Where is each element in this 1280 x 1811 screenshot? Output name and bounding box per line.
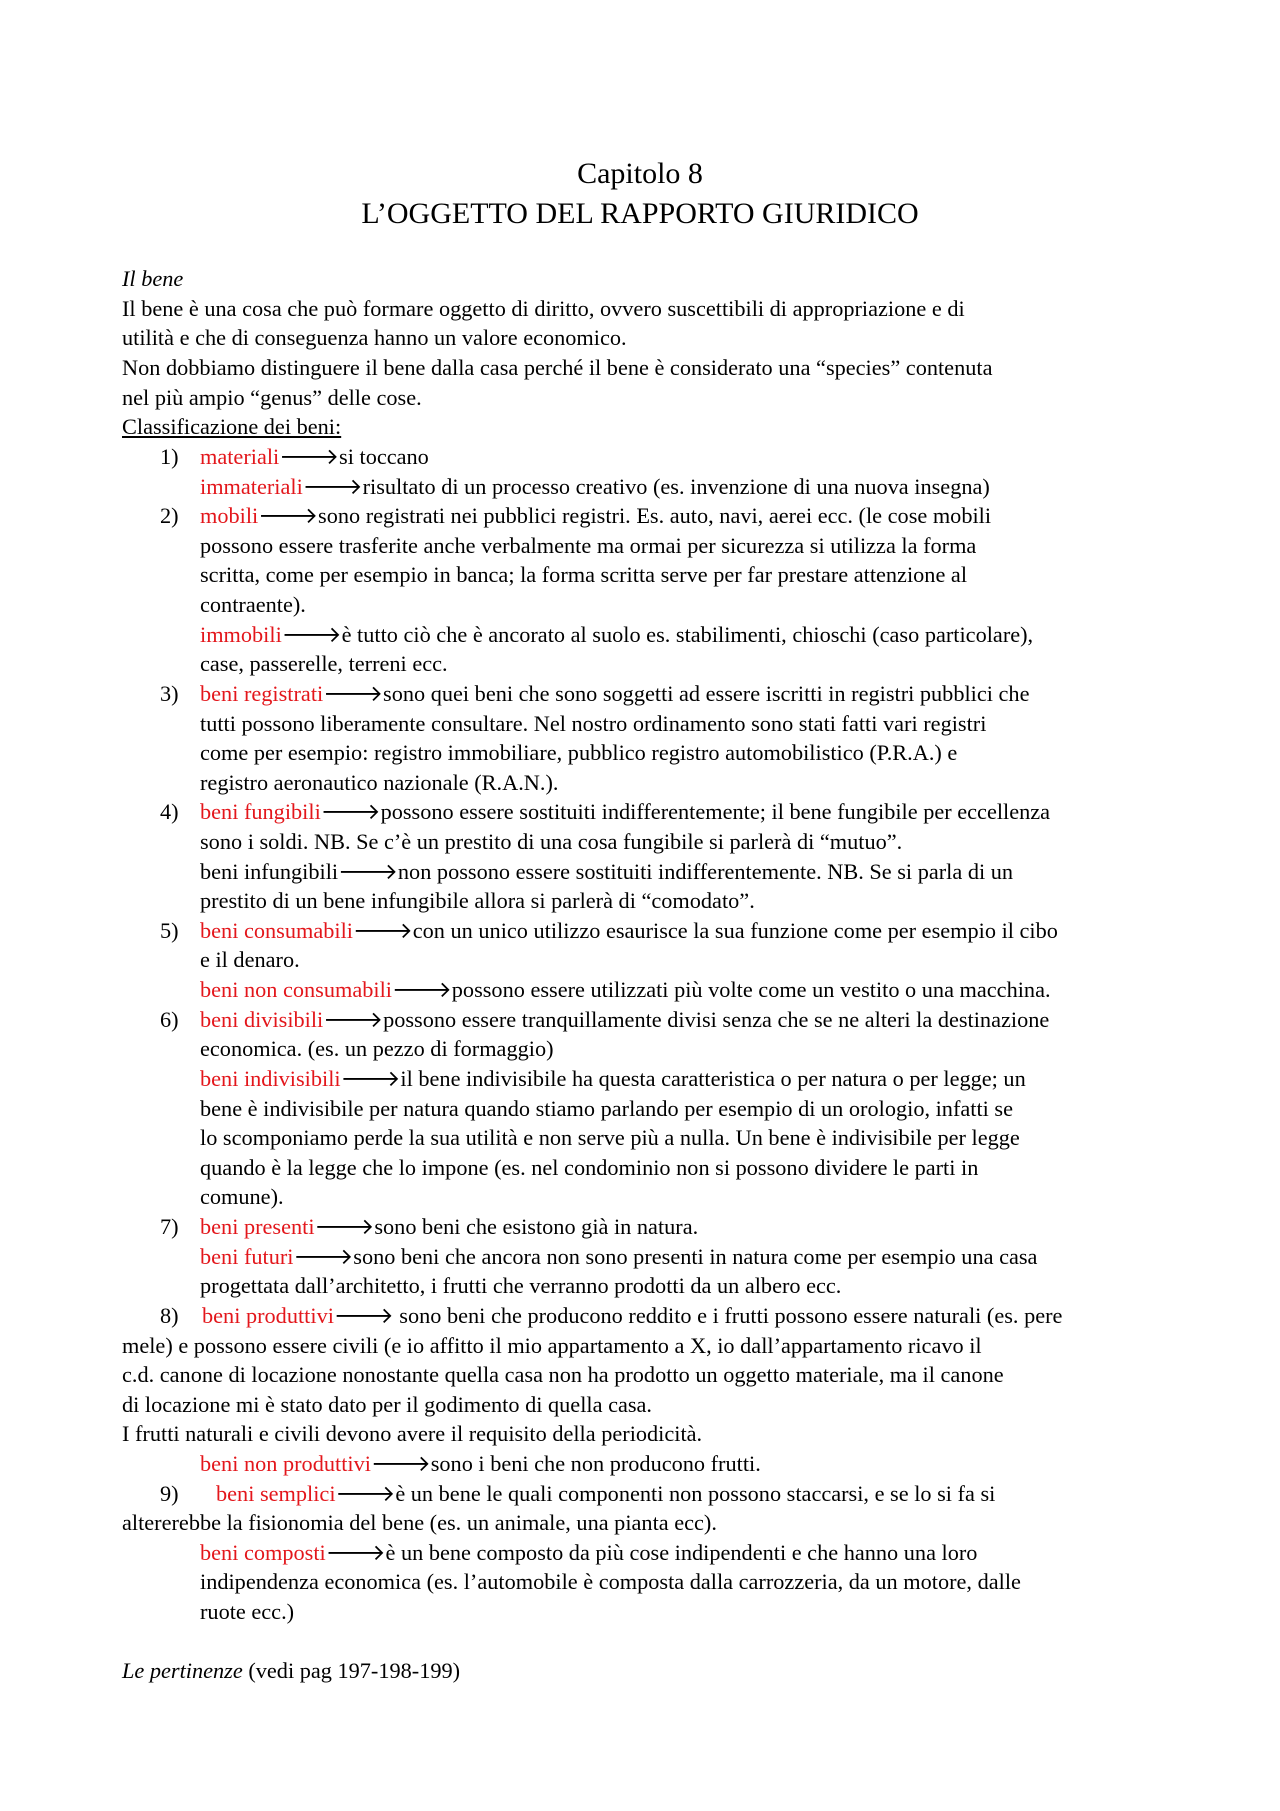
arrow-icon: 🡒 <box>333 1303 394 1328</box>
list-item <box>200 502 991 530</box>
list-item <box>200 443 429 471</box>
term: beni consumabili <box>200 918 353 943</box>
term: beni composti <box>200 1540 326 1565</box>
definition: con un unico utilizzo esaurisce la sua funzione come per esempio il cibo <box>412 918 1058 943</box>
arrow-icon: 🡒 <box>258 503 319 528</box>
definition-line: bene è indivisibile per natura quando stiamo parlando per esempio di un orologio, infatti se <box>200 1096 1014 1121</box>
definition-line: prestito di un bene infungibile allora si parlerà di “comodato”. <box>200 888 755 913</box>
definition-line: scritta, come per esempio in banca; la forma scritta serve per far prestare attenzione al <box>200 562 968 587</box>
section-heading-il-bene: Il bene <box>122 266 184 291</box>
list-number: 6) <box>160 1007 179 1032</box>
definition-line: contraente). <box>200 592 306 617</box>
definition: sono registrati nei pubblici registri. Es. auto, navi, aerei ecc. (le cose mobili <box>318 503 992 528</box>
definition-line: lo scomponiamo perde la sua utilità e non serve più a nulla. Un bene è indivisibile per legge <box>200 1125 1020 1150</box>
list-item <box>200 976 1051 1004</box>
list-number: 1) <box>160 444 179 469</box>
definition: sono beni che producono reddito e i frutti possono essere naturali (es. pere <box>393 1303 1063 1328</box>
definition: è tutto ciò che è ancorato al suolo es. stabilimenti, chioschi (caso particolare), <box>341 622 1034 647</box>
definition-line: c.d. canone di locazione nonostante quella casa non ha prodotto un oggetto materiale, ma il canone <box>122 1362 1004 1387</box>
arrow-icon: 🡒 <box>352 918 413 943</box>
list-item <box>200 680 1029 708</box>
arrow-icon: 🡒 <box>340 1066 401 1091</box>
definition: possono essere sostituiti indifferentemente; il bene fungibile per eccellenza <box>380 799 1051 824</box>
list-number: 7) <box>160 1214 179 1239</box>
definition-line: quando è la legge che lo impone (es. nel condominio non si possono dividere le parti in <box>200 1155 979 1180</box>
definition: è un bene composto da più cose indipendenti e che hanno una loro <box>385 1540 978 1565</box>
term: beni non produttivi <box>200 1451 371 1476</box>
term: immateriali <box>200 474 303 499</box>
arrow-icon: 🡒 <box>325 1540 386 1565</box>
list-item <box>216 1480 995 1508</box>
page-reference: (vedi pag 197-198-199) <box>242 1658 461 1683</box>
list-number: 5) <box>160 918 179 943</box>
list-item <box>200 858 1013 886</box>
term: mobili <box>200 503 259 528</box>
list-number: 9) <box>160 1481 179 1506</box>
term: beni registrati <box>200 681 324 706</box>
definition-line: ruote ecc.) <box>200 1599 295 1624</box>
definition-line: di locazione mi è stato dato per il godimento di quella casa. <box>122 1392 653 1417</box>
definition-line: indipendenza economica (es. l’automobile è composta dalla carrozzeria, da un motore, dalle <box>200 1569 1021 1594</box>
definition-line: registro aeronautico nazionale (R.A.N.). <box>200 770 559 795</box>
term: beni presenti <box>200 1214 315 1239</box>
definition-line: come per esempio: registro immobiliare, pubblico registro automobilistico (P.R.A.) e <box>200 740 958 765</box>
arrow-icon: 🡒 <box>302 474 363 499</box>
chapter-title: L’OGGETTO DEL RAPPORTO GIURIDICO <box>361 197 919 230</box>
definition-line: mele) e possono essere civili (e io affitto il mio appartamento a X, io dall’appartamento ricavo il <box>122 1333 982 1358</box>
term: beni produttivi <box>202 1303 334 1328</box>
definition-line: sono i soldi. NB. Se c’è un prestito di una cosa fungibile si parlerà di “mutuo”. <box>200 829 903 854</box>
list-item <box>200 1539 977 1567</box>
definition: sono i beni che non producono frutti. <box>430 1451 761 1476</box>
arrow-icon: 🡒 <box>320 799 381 824</box>
definition-line: economica. (es. un pezzo di formaggio) <box>200 1036 554 1061</box>
list-item <box>200 473 990 501</box>
definition: possono essere tranquillamente divisi senza che se ne alteri la destinazione <box>383 1007 1050 1032</box>
term: beni indivisibili <box>200 1066 341 1091</box>
definition: risultato di un processo creativo (es. invenzione di una nuova insegna) <box>362 474 990 499</box>
list-item <box>200 1450 761 1478</box>
arrow-icon: 🡒 <box>323 1007 384 1032</box>
list-item <box>200 1213 698 1241</box>
term: beni infungibili <box>200 859 339 884</box>
list-item <box>200 798 1050 826</box>
list-item <box>200 1243 1037 1271</box>
definition: non possono essere sostituiti indifferentemente. NB. Se si parla di un <box>397 859 1014 884</box>
definition-line: progettata dall’architetto, i frutti che verranno prodotti da un albero ecc. <box>200 1273 842 1298</box>
paragraph-line: Il bene è una cosa che può formare oggetto di diritto, ovvero suscettibili di appropriazione e di <box>122 296 965 321</box>
definition: il bene indivisibile ha questa caratteristica o per natura o per legge; un <box>400 1066 1026 1091</box>
list-number: 8) <box>160 1303 179 1328</box>
arrow-icon: 🡒 <box>370 1451 431 1476</box>
definition: sono beni che ancora non sono presenti in natura come per esempio una casa <box>353 1244 1038 1269</box>
term: beni fungibili <box>200 799 321 824</box>
arrow-icon: 🡒 <box>281 622 342 647</box>
chapter-number: Capitolo 8 <box>577 157 703 190</box>
arrow-icon: 🡒 <box>335 1481 396 1506</box>
classification-heading: Classificazione dei beni: <box>122 414 342 439</box>
paragraph-line: nel più ampio “genus” delle cose. <box>122 385 422 410</box>
arrow-icon: 🡒 <box>279 444 340 469</box>
list-item <box>200 621 1033 649</box>
section-pertinenze <box>122 1657 460 1685</box>
list-item <box>202 1302 1062 1330</box>
arrow-icon: 🡒 <box>293 1244 354 1269</box>
arrow-icon: 🡒 <box>314 1214 375 1239</box>
definition: possono essere utilizzati più volte come un vestito o una macchina. <box>451 977 1051 1002</box>
list-item <box>200 917 1058 945</box>
definition-line: e il denaro. <box>200 947 300 972</box>
list-item <box>200 1065 1026 1093</box>
term: beni futuri <box>200 1244 294 1269</box>
paragraph-line: Non dobbiamo distinguere il bene dalla casa perché il bene è considerato una “species” contenuta <box>122 355 993 380</box>
paragraph-line: I frutti naturali e civili devono avere il requisito della periodicità. <box>122 1421 703 1446</box>
arrow-icon: 🡒 <box>391 977 452 1002</box>
list-item <box>200 1006 1049 1034</box>
paragraph-line: utilità e che di conseguenza hanno un valore economico. <box>122 325 627 350</box>
definition-line: comune). <box>200 1184 284 1209</box>
definition-line: possono essere trasferite anche verbalmente ma ormai per sicurezza si utilizza la forma <box>200 533 977 558</box>
section-heading-pertinenze: Le pertinenze <box>122 1658 243 1683</box>
definition-line: tutti possono liberamente consultare. Nel nostro ordinamento sono stati fatti vari registri <box>200 711 987 736</box>
list-number: 3) <box>160 681 179 706</box>
arrow-icon: 🡒 <box>338 859 398 884</box>
definition-line: altererebbe la fisionomia del bene (es. un animale, una pianta ecc). <box>122 1510 717 1535</box>
definition: sono quei beni che sono soggetti ad essere iscritti in registri pubblici che <box>383 681 1030 706</box>
term: materiali <box>200 444 280 469</box>
term: beni divisibili <box>200 1007 324 1032</box>
list-number: 2) <box>160 503 179 528</box>
term: immobili <box>200 622 282 647</box>
arrow-icon: 🡒 <box>323 681 384 706</box>
term: beni semplici <box>216 1481 336 1506</box>
definition-line: case, passerelle, terreni ecc. <box>200 651 448 676</box>
term: beni non consumabili <box>200 977 392 1002</box>
definition: si toccano <box>339 444 429 469</box>
definition: sono beni che esistono già in natura. <box>374 1214 699 1239</box>
list-number: 4) <box>160 799 179 824</box>
definition: è un bene le quali componenti non possono staccarsi, e se lo si fa si <box>395 1481 996 1506</box>
